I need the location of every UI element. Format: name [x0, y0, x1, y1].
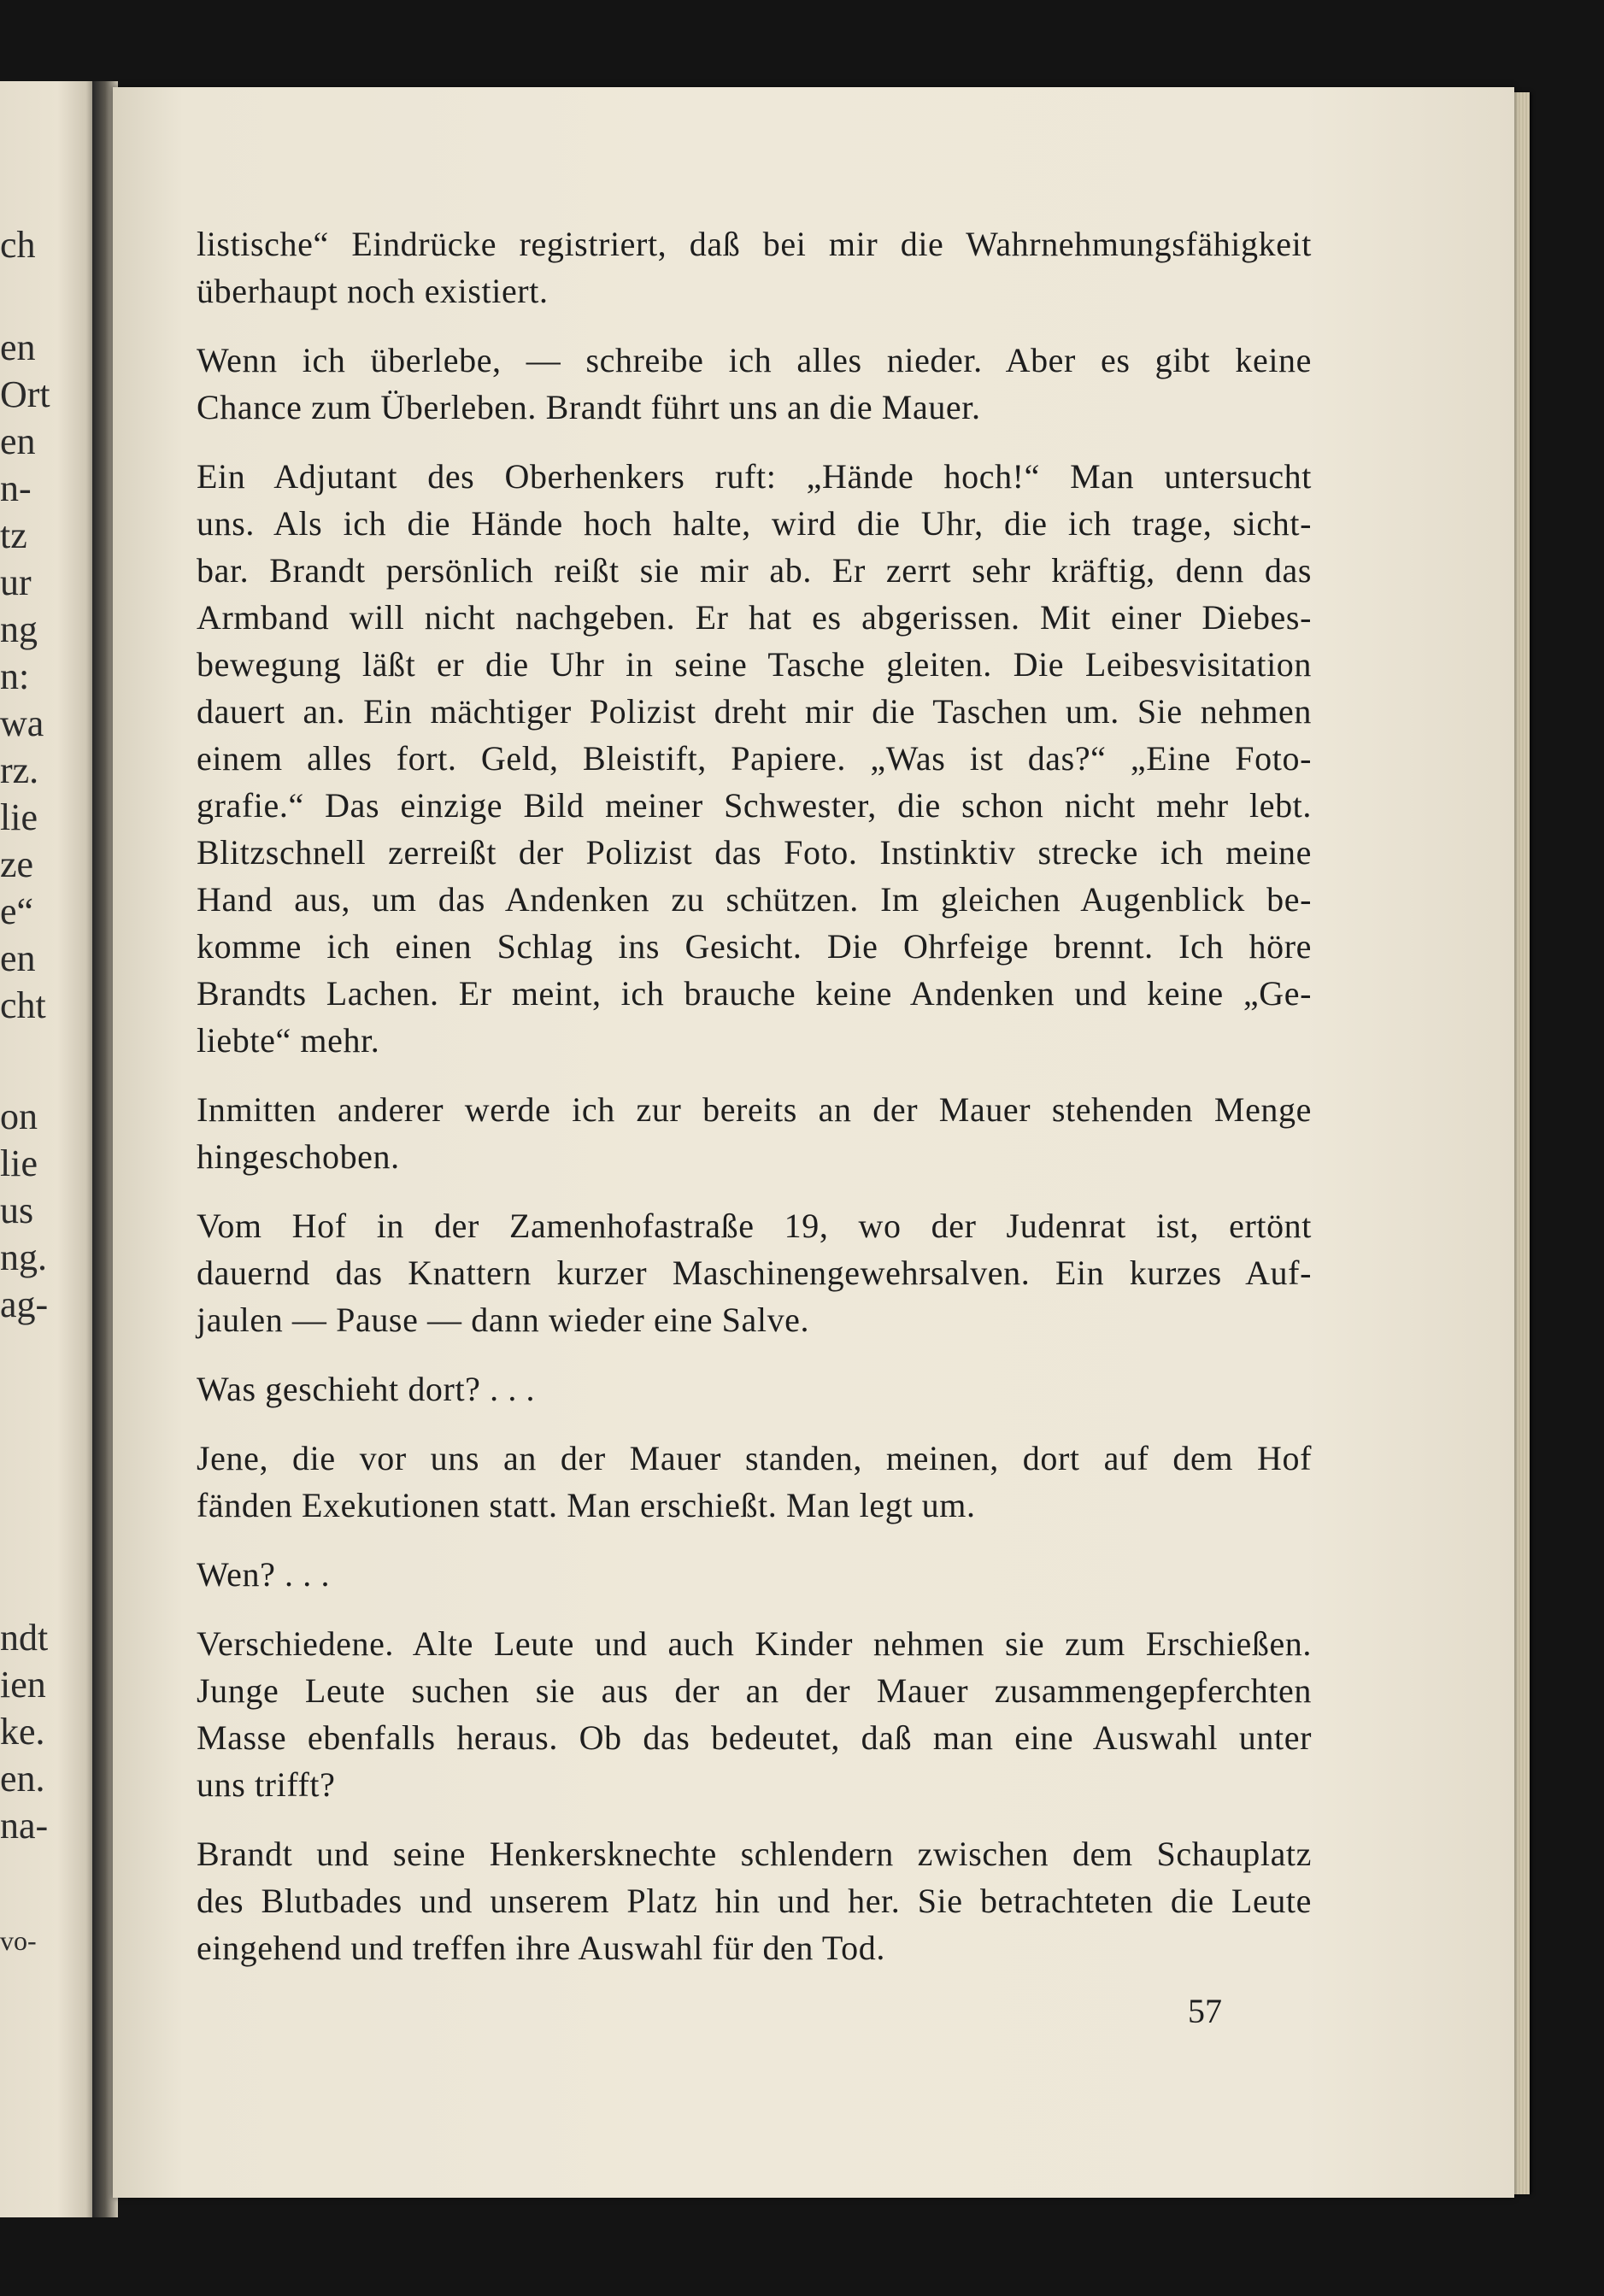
text-line: Masse ebenfalls heraus. Ob das bedeutet, daß man eine Auswahl unter — [197, 1718, 1312, 1757]
facing-page-fragment: wa — [0, 702, 44, 744]
paragraph — [197, 1365, 1312, 1412]
text-line: Inmitten anderer werde ich zur bereits an der Mauer stehenden Menge — [197, 1090, 1312, 1129]
page-text-block — [197, 220, 1312, 1994]
facing-page-fragment: rz. — [0, 749, 39, 791]
facing-page-fragment: ch — [0, 224, 36, 266]
paragraph — [197, 337, 1312, 431]
text-line: hingeschoben. — [197, 1137, 400, 1176]
facing-page-fragment: ag- — [0, 1283, 49, 1325]
facing-page-fragment: ien — [0, 1664, 46, 1706]
facing-page-fragment: cht — [0, 984, 46, 1026]
facing-page-fragment: ur — [0, 561, 32, 603]
text-line: Wenn ich überlebe, — schreibe ich alles nieder. Aber es gibt keine — [197, 341, 1312, 379]
facing-page-fragment: na- — [0, 1805, 49, 1847]
text-line: uns. Als ich die Hände hoch halte, wird die Uhr, die ich trage, sicht- — [197, 504, 1312, 543]
facing-page-fragment: n: — [0, 655, 30, 697]
text-line: Ein Adjutant des Oberhenkers ruft: „Hände hoch!“ Man untersucht — [197, 457, 1312, 496]
text-line: Junge Leute suchen sie aus der an der Mauer zusammengepferchten — [197, 1671, 1312, 1710]
text-line: bar. Brandt persönlich reißt sie mir ab. Er zerrt sehr kräftig, denn das — [197, 551, 1312, 590]
paragraph — [197, 1620, 1312, 1808]
text-line: komme ich einen Schlag ins Gesicht. Die Ohrfeige brennt. Ich höre — [197, 927, 1312, 966]
text-line: Was geschieht dort? . . . — [197, 1370, 536, 1408]
facing-page-fragment: en — [0, 326, 36, 368]
paragraph — [197, 220, 1312, 314]
facing-page-fragment: e“ — [0, 890, 34, 932]
text-line: Wen? . . . — [197, 1555, 331, 1594]
text-line: Jene, die vor uns an der Mauer standen, meinen, dort auf dem Hof — [197, 1439, 1312, 1477]
facing-page-fragment: en. — [0, 1758, 45, 1800]
facing-page-fragment: vo- — [0, 1925, 37, 1956]
facing-page-fragment: on — [0, 1095, 38, 1137]
text-line: jaulen — Pause — dann wieder eine Salve. — [197, 1301, 810, 1339]
text-line: bewegung läßt er die Uhr in seine Tasche gleiten. Die Leibesvisitation — [197, 645, 1312, 684]
facing-page-fragment: ng. — [0, 1236, 47, 1278]
facing-page-fragment: lie — [0, 796, 38, 838]
paragraph — [197, 1830, 1312, 1971]
text-line: liebte“ mehr. — [197, 1021, 380, 1060]
facing-page-fragment: ng — [0, 608, 38, 650]
text-line: Verschiedene. Alte Leute und auch Kinder nehmen sie zum Erschießen. — [197, 1624, 1312, 1663]
facing-page-fragment: ke. — [0, 1711, 45, 1753]
text-line: Blitzschnell zerreißt der Polizist das Foto. Instinktiv strecke ich meine — [197, 833, 1312, 872]
facing-page-fragment: n- — [0, 467, 32, 509]
paragraph — [197, 1435, 1312, 1529]
text-line: eingehend und treffen ihre Auswahl für den Tod. — [197, 1929, 885, 1967]
facing-page-fragment: lie — [0, 1142, 38, 1184]
text-line: fänden Exekutionen statt. Man erschießt. Man legt um. — [197, 1486, 976, 1524]
text-line: Armband will nicht nachgeben. Er hat es abgerissen. Mit einer Diebes- — [197, 598, 1312, 637]
paragraph — [197, 1551, 1312, 1598]
paragraph — [197, 453, 1312, 1064]
facing-page-fragment: en — [0, 420, 36, 462]
text-line: grafie.“ Das einzige Bild meiner Schwester, die schon nicht mehr lebt. — [197, 786, 1312, 825]
facing-page-fragment: Ort — [0, 373, 50, 415]
paragraph — [197, 1086, 1312, 1180]
facing-page-fragment: us — [0, 1189, 34, 1231]
text-line: Brandts Lachen. Er meint, ich brauche keine Andenken und keine „Ge- — [197, 974, 1312, 1013]
text-line: Chance zum Überleben. Brandt führt uns an die Mauer. — [197, 388, 981, 426]
text-line: Hand aus, um das Andenken zu schützen. Im gleichen Augenblick be- — [197, 880, 1312, 919]
text-line: Brandt und seine Henkersknechte schlendern zwischen dem Schauplatz — [197, 1835, 1312, 1873]
text-line: listische“ Eindrücke registriert, daß bei mir die Wahrnehmungsfähigkeit — [197, 225, 1312, 263]
facing-page-left — [0, 81, 96, 2217]
text-line: Vom Hof in der Zamenhofastraße 19, wo der Judenrat ist, ertönt — [197, 1207, 1312, 1245]
paragraph — [197, 1202, 1312, 1343]
text-line: uns trifft? — [197, 1765, 336, 1804]
facing-page-fragment: en — [0, 937, 36, 979]
text-line: einem alles fort. Geld, Bleistift, Papiere. „Was ist das?“ „Eine Foto- — [197, 739, 1312, 778]
text-line: dauert an. Ein mächtiger Polizist dreht mir die Taschen um. Sie nehmen — [197, 692, 1312, 731]
page-number: 57 — [1188, 1992, 1222, 2030]
text-line: überhaupt noch existiert. — [197, 272, 549, 310]
text-line: des Blutbades und unserem Platz hin und her. Sie betrachteten die Leute — [197, 1882, 1312, 1920]
text-line: dauernd das Knattern kurzer Maschinengewehrsalven. Ein kurzes Auf- — [197, 1254, 1312, 1292]
facing-page-fragment: tz — [0, 514, 27, 556]
facing-page-fragment: ze — [0, 843, 34, 885]
facing-page-fragment: ndt — [0, 1617, 49, 1659]
